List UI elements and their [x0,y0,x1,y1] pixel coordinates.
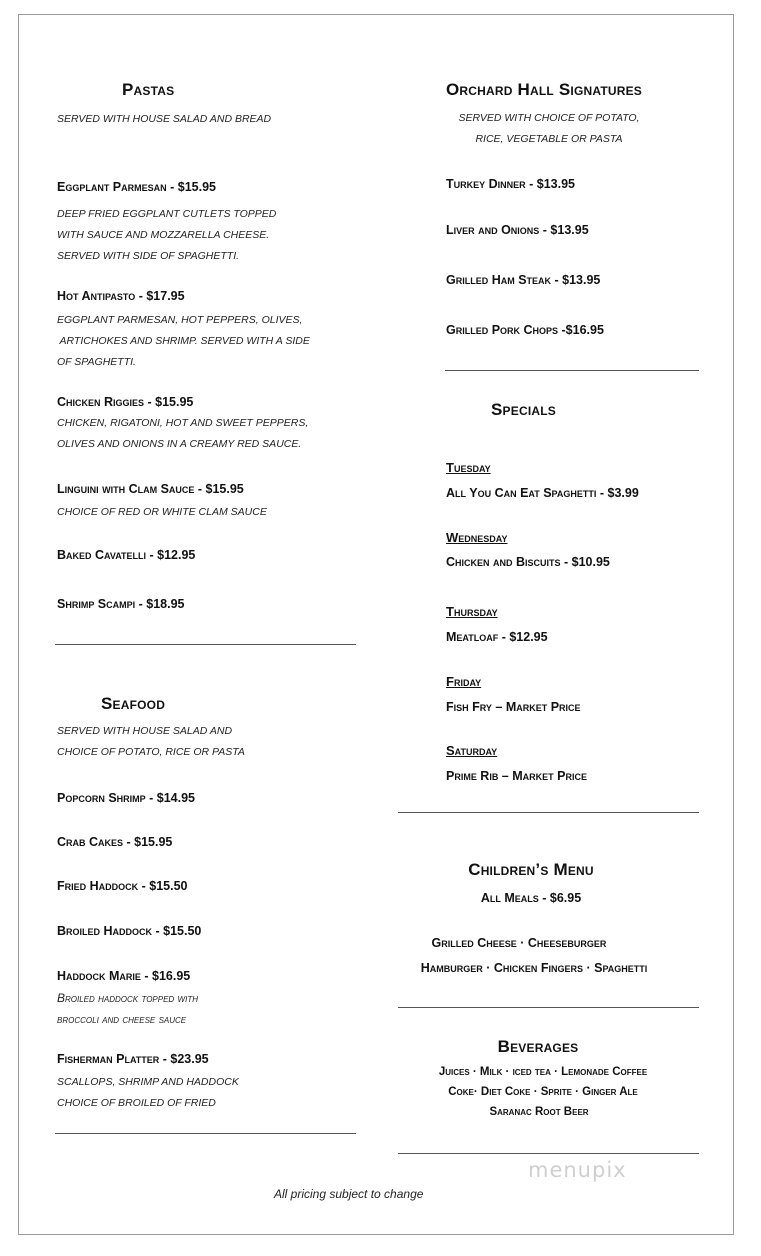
menu-item-grilled-pork-chops: Grilled Pork Chops -$16.95 [446,323,604,337]
item-description: Broiled haddock topped with broccoli and cheese sauce [57,991,198,1026]
menu-item-grilled-ham-steak: Grilled Ham Steak - $13.95 [446,273,601,287]
menu-item-liver-onions: Liver and Onions - $13.95 [446,223,589,237]
item-description: CHOICE OF RED OR WHITE CLAM SAUCE [57,506,267,518]
special-day-friday: Friday [446,674,482,689]
childrens-menu-line2: Hamburger · Chicken Fingers · Spaghetti [420,961,648,975]
item-description: DEEP FRIED EGGPLANT CUTLETS TOPPED WITH SAUCE AND MOZZARELLA CHEESE. SERVED WITH SIDE OF SPAGHETTI. [57,208,277,262]
divider [55,644,356,645]
menu-item-turkey-dinner: Turkey Dinner - $13.95 [446,177,575,191]
beverages-line1: Juices · Milk · iced tea · Lemonade Coffee [438,1066,648,1078]
menu-item-popcorn-shrimp: Popcorn Shrimp - $14.95 [57,791,195,805]
item-description: SCALLOPS, SHRIMP AND HADDOCK CHOICE OF BROILED OF FRIED [57,1076,239,1109]
menu-item-crab-cakes: Crab Cakes - $15.95 [57,835,173,849]
menu-item-shrimp-scampi: Shrimp Scampi - $18.95 [57,597,185,611]
special-item-wednesday: Chicken and Biscuits - $10.95 [446,555,610,569]
special-day-wednesday: Wednesday [446,530,508,545]
divider [398,812,699,813]
childrens-menu-price: All Meals - $6.95 [480,891,582,905]
seafood-subtitle: SERVED WITH HOUSE SALAD AND CHOICE OF POTATO, RICE OR PASTA [57,725,245,758]
special-day-saturday: Saturday [446,743,498,758]
childrens-menu-line1: Grilled Cheese · Cheeseburger [431,936,607,950]
childrens-menu-title: Children’s Menu [468,860,594,879]
special-item-tuesday: All You Can Eat Spaghetti - $3.99 [446,486,639,500]
beverages-line2: Coke· Diet Coke · Sprite · Ginger Ale [448,1086,638,1098]
menu-item-chicken-riggies: Chicken Riggies - $15.95 [57,395,194,409]
special-day-tuesday: Tuesday [446,460,491,475]
beverages-line3: Saranac Root Beer [489,1106,589,1118]
menu-item-broiled-haddock: Broiled Haddock - $15.50 [57,924,202,938]
signatures-subtitle: SERVED WITH CHOICE OF POTATO, RICE, VEGETABLE OR PASTA [458,112,640,145]
pricing-disclaimer: All pricing subject to change [274,1187,424,1201]
special-item-saturday: Prime Rib – Market Price [446,769,587,783]
pastas-title: Pastas [122,80,175,99]
special-day-thursday: Thursday [446,604,498,619]
menu-item-eggplant-parmesan: Eggplant Parmesan - $15.95 [57,180,216,194]
divider [445,370,699,371]
seafood-title: Seafood [101,694,166,713]
beverages-title: Beverages [497,1037,579,1056]
item-description: CHICKEN, RIGATONI, HOT AND SWEET PEPPERS, OLIVES AND ONIONS IN A CREAMY RED SAUCE. [57,417,309,450]
divider [398,1007,699,1008]
specials-title: Specials [491,400,556,419]
menu-item-hot-antipasto: Hot Antipasto - $17.95 [57,289,185,303]
menu-item-fried-haddock: Fried Haddock - $15.50 [57,879,188,893]
special-item-thursday: Meatloaf - $12.95 [446,630,548,644]
divider [55,1133,356,1134]
menu-item-haddock-marie: Haddock Marie - $16.95 [57,969,191,983]
menupix-watermark: menupix [528,1158,627,1182]
menu-item-linguini: Linguini with Clam Sauce - $15.95 [57,482,244,496]
divider [398,1153,699,1154]
item-description: EGGPLANT PARMESAN, HOT PEPPERS, OLIVES, ARTICHOKES AND SHRIMP. SERVED WITH A SIDE OF SPAGHETTI. [57,314,310,368]
signatures-title: Orchard Hall Signatures [446,80,642,99]
special-item-friday: Fish Fry – Market Price [446,700,581,714]
pastas-subtitle: SERVED WITH HOUSE SALAD AND BREAD [57,113,272,125]
menu-item-fisherman-platter: Fisherman Platter - $23.95 [57,1052,209,1066]
menu-item-baked-cavatelli: Baked Cavatelli - $12.95 [57,548,196,562]
